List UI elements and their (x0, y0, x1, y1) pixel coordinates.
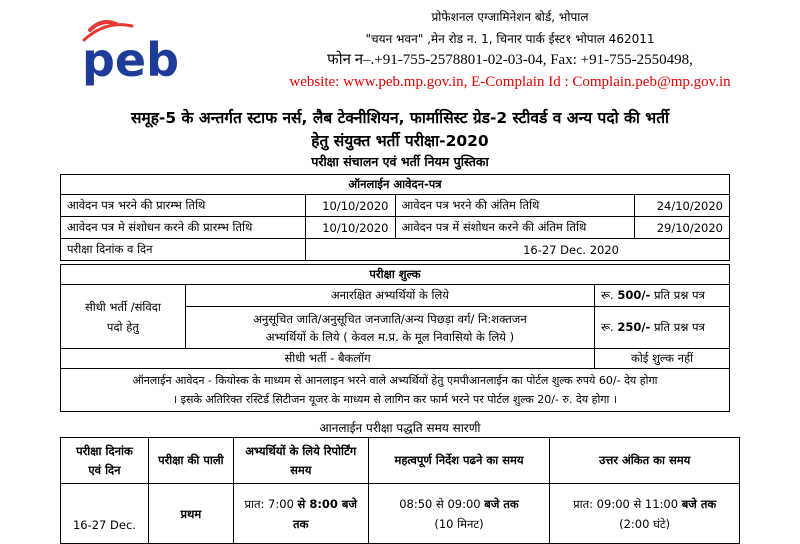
col-answer-time: उत्तर अंकित का समय (550, 438, 740, 484)
exam-title-line1: समूह-5 के अन्तर्गत स्टाफ नर्स, लैब टेक्नीशियन, फार्मासिस्ट ग्रेड-2 स्टीवर्ड व अन्य पदो की भर्ती (130, 109, 670, 127)
col-reading-time: महत्वपूर्ण निर्देश पढने का समय (368, 438, 550, 484)
logo-text: peb (82, 33, 180, 87)
apply-end-label: आवेदन पत्र भरने की अंतिम तिथि (395, 195, 635, 217)
edit-start-label: आवेदन पत्र मे संशोधन करने की प्रारम्भ तिथि (61, 217, 306, 239)
col-shift: परीक्षा की पाली (148, 438, 233, 484)
direct-label-line1: सीधी भर्ती /संविदा (84, 299, 161, 314)
backlog-label: सीधी भर्ती - बैकलॉग (61, 349, 595, 369)
backlog-fee: कोई शुल्क नहीं (595, 349, 730, 369)
col-exam-date-line2: एवं दिन (88, 462, 121, 477)
reserved-fee: रू. 250/- प्रति प्रश्न पत्र (595, 307, 730, 349)
edit-end-label: आवेदन पत्र में संशोधन करने की अंतिम तिथि (395, 217, 635, 239)
unreserved-label: अनारक्षित अभ्यर्थियों के लिये (185, 285, 594, 307)
apply-start-label: आवेदन पत्र भरने की प्रारम्भ तिथि (61, 195, 306, 217)
col-reporting-time (233, 438, 368, 484)
exam-date-label: परीक्षा दिनांक व दिन (61, 239, 306, 261)
reserved-label-cell (185, 307, 594, 349)
col-exam-date (61, 438, 149, 484)
reserved-label-line1: अनुसूचित जाति/अनुसूचित जनजाति/अन्य पिछड़ा वर्ग/ नि:शक्तजन (253, 311, 527, 326)
apply-end-value: 24/10/2020 (635, 195, 730, 217)
col-exam-date-line1: परीक्षा दिनांक (76, 443, 133, 458)
fees-heading: परीक्षा शुल्क (61, 265, 730, 285)
row1-reading: 08:50 से 09:00 बजे तक (10 मिनट) (368, 484, 550, 544)
direct-recruitment-cell (61, 285, 186, 349)
col-reporting-line1: अभ्यर्थियों के लिये रिपोर्टिंग (245, 443, 357, 458)
reserved-label-line2: अभ्यर्थियों के लिये ( केवल म.प्र. के मूल निवासियो के लिये ) (265, 329, 515, 344)
row1-answer: प्रात: 09:00 से 11:00 बजे तक (2:00 घंटे) (550, 484, 740, 544)
direct-label-line2: पदो हेतु (106, 319, 139, 334)
fees-table (60, 264, 730, 412)
peb-logo (76, 16, 180, 90)
row1-shift: प्रथम (148, 484, 233, 544)
board-address: "चयन भवन" ,मेन रोड न. 1, चिनार पार्क ईस्ट१ भोपाल 462011 (365, 32, 655, 46)
online-form-table (60, 174, 730, 261)
exam-title-line2: हेतु संयुक्त भर्ती परीक्षा-2020 (311, 132, 489, 150)
schedule-table (60, 437, 740, 544)
unreserved-fee: रू. 500/- प्रति प्रश्न पत्र (595, 285, 730, 307)
board-phone: फोन न–.+91-755-2578801-02-03-04, Fax: +91-755-2550498, (327, 52, 693, 68)
board-website[interactable]: website: www.peb.mp.gov.in, E-Complain Id : Complain.peb@mp.gov.in (289, 74, 731, 90)
exam-date-value: 16-27 Dec. 2020 (305, 239, 729, 261)
schedule-heading: आनलाईन परीक्षा पद्धति समय सारणी (319, 421, 481, 435)
portal-fee-note (61, 369, 730, 412)
booklet-subtitle: परीक्षा संचालन एवं भर्ती नियम पुस्तिका (311, 154, 489, 169)
row1-reporting: प्रात: 7:00 से 8:00 बजे तक (233, 484, 368, 544)
edit-end-value: 29/10/2020 (635, 217, 730, 239)
portal-fee-note-line1: ऑनलाईन आवेदन - कियोस्क के माध्यम से आनलाइन भरने वाले अभ्यर्थियों हेतु एमपीआनलाईन का पोर्टल शुल्क रुपये 60/- देय होगा (132, 374, 658, 387)
col-reporting-line2: समय (290, 462, 312, 477)
portal-fee-note-line2: । इसके अतिरिक्त रस्टिर्ड सिटीजन यूजर के माध्यम से लागिन कर फार्म भरने पर पोर्टल शुल्क 20/- रु. देय होगा । (172, 393, 618, 406)
online-form-heading: ऑनलाईन आवेदन-पत्र (61, 175, 730, 195)
apply-start-value: 10/10/2020 (305, 195, 395, 217)
row1-date: 16-27 Dec. (61, 484, 149, 544)
edit-start-value: 10/10/2020 (305, 217, 395, 239)
board-name: प्रोफेशनल एग्जामिनेशन बोर्ड, भोपाल (431, 10, 589, 24)
